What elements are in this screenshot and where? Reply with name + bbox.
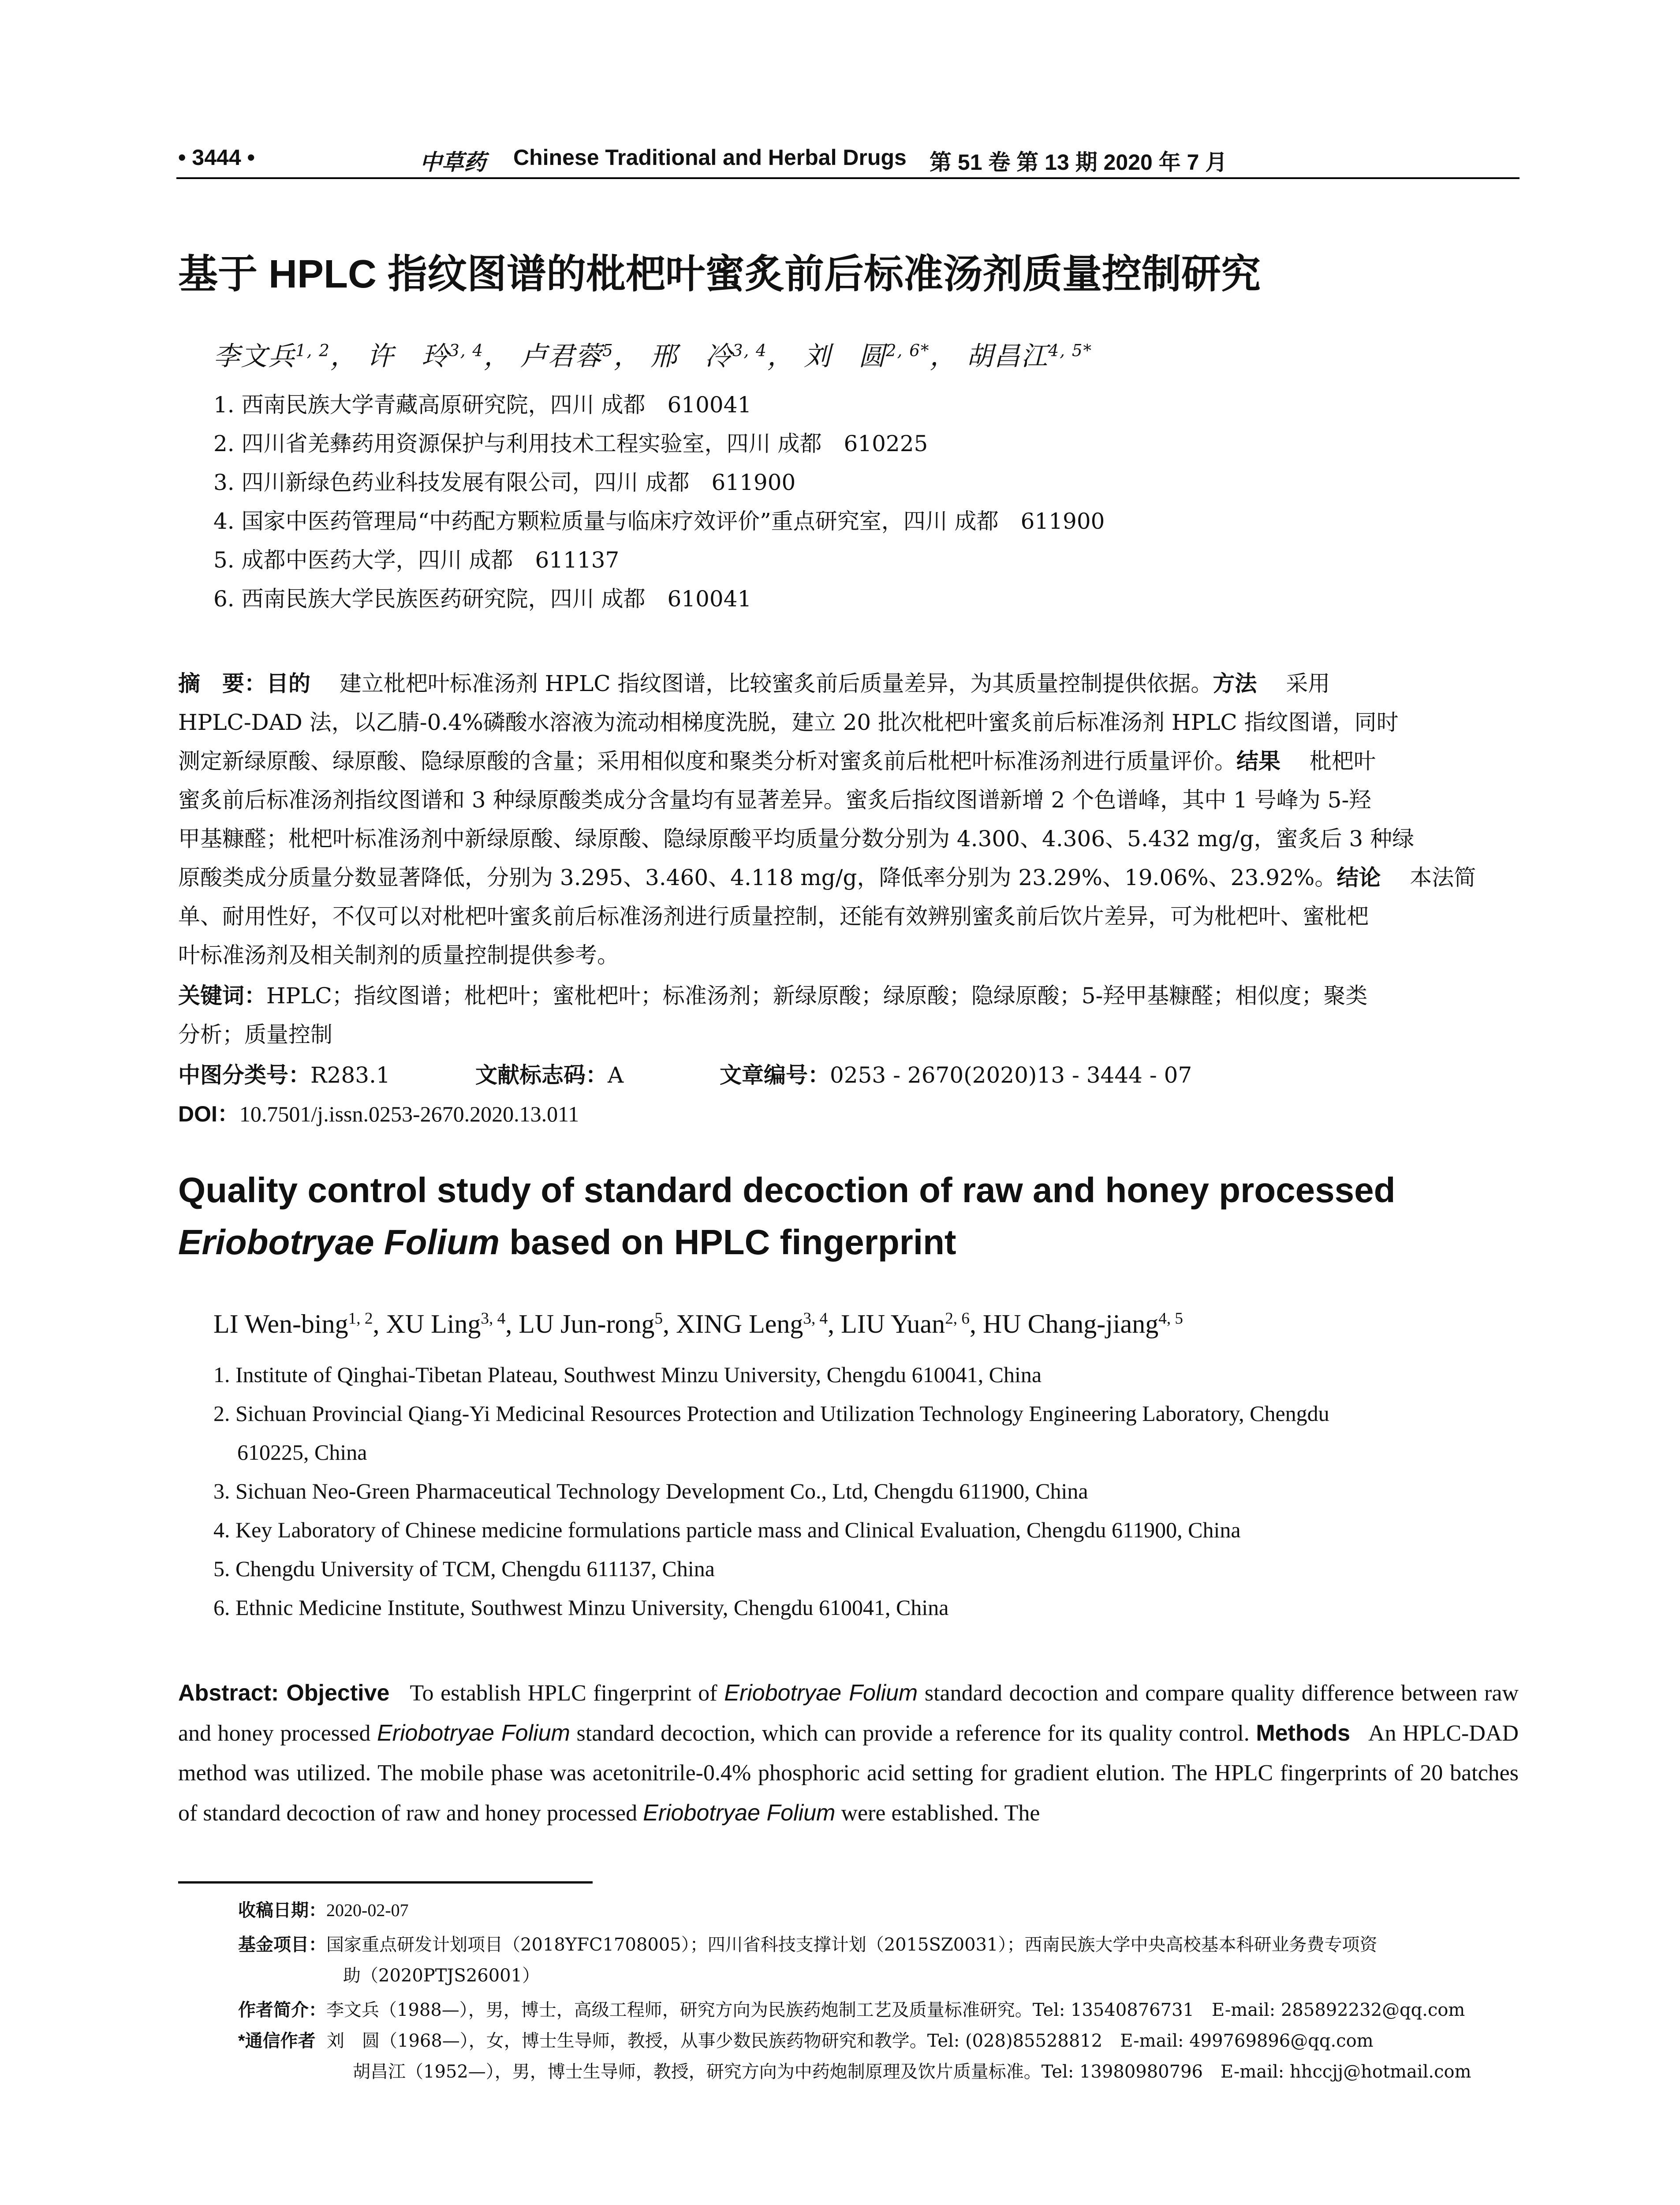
doi-label: DOI： [178,1102,239,1126]
en-abstract-label: Abstract: Objective [178,1680,390,1706]
en-author-sup: 5 [654,1309,663,1328]
cn-affiliation: 6. 西南民族大学民族医药研究院，四川 成都 610041 [213,586,752,612]
keywords-label: 关键词： [178,983,266,1008]
cn-abstract-text: HPLC-DAD 法，以乙腈-0.4%磷酸水溶液为流动相梯度洗脱，建立 20 批次枇杷叶蜜炙前后标准汤剂 HPLC 指纹图谱，同时 [178,710,1399,735]
journal-name-en: Chinese Traditional and Herbal Drugs [513,145,907,170]
clc-label: 中图分类号： [178,1063,310,1088]
cn-affiliation: 5. 成都中医药大学，四川 成都 611137 [213,547,620,573]
author-text: 李文兵（1988—），男，博士，高级工程师，研究方向为民族药炮制工艺及质量标准研究。Tel: 13540876731 E-mail: 285892232@qq.com [326,2000,1465,2020]
footnote-corresponding [238,2027,1374,2052]
en-italic-term: Eriobotryae Folium [643,1800,836,1826]
journal-name-cn: 中草药 [420,149,486,175]
cn-abstract-text: 建立枇杷叶标准汤剂 HPLC 指纹图谱，比较蜜炙前后质量差异，为其质量控制提供依据。 [339,671,1213,696]
en-author-sup: 1, 2 [348,1309,373,1328]
en-abstract-text: standard decoction and compare quality difference between raw and honey processed [178,1681,1519,1746]
header-rule [176,177,1519,179]
en-author-name: LI Wen-bing [213,1309,348,1338]
en-author-sup: 3, 4 [481,1309,506,1328]
en-abstract-text: An HPLC-DAD method was utilized. The mobile phase was acetonitrile-0.4% phosphoric acid setting for gradient elution. The HPLC fingerprints of 20 batches of standard decoction of raw and honey processed [178,1721,1519,1826]
cn-author-name: 许 玲 [367,341,449,372]
cn-abstract-text: 甲基糠醛；枇杷叶标准汤剂中新绿原酸、绿原酸、隐绿原酸平均质量分数分别为 4.300、4.306、5.432 mg/g，蜜炙后 3 种绿 [178,826,1415,852]
cn-author-name: 邢 冷 [650,341,732,372]
fund-text: 国家重点研发计划项目（2018YFC1708005）；四川省科技支撑计划（2015SZ0031）；西南民族大学中央高校基本科研业务费专项资 [326,1935,1378,1955]
received-date: 2020-02-07 [326,1900,409,1920]
en-affiliation: 4. Key Laboratory of Chinese medicine formulations particle mass and Clinical Evaluation, Chengdu 611900, China [213,1517,1241,1542]
footnote-fund [238,1931,1378,1956]
corresponding-text: 胡昌江（1952—），男，博士生导师，教授，研究方向为中药炮制原理及饮片质量标准。Tel: 13980980796 E-mail: hhccjj@hotmail.com [353,2062,1471,2082]
cn-affiliation: 1. 西南民族大学青藏高原研究院，四川 成都 610041 [213,392,752,418]
cn-abstract-text: 本法简 [1410,865,1476,890]
en-affiliation: 1. Institute of Qinghai-Tibetan Plateau, Southwest Minzu University, Chengdu 610041, China [213,1362,1042,1387]
cn-abstract-text: 蜜炙前后标准汤剂指纹图谱和 3 种绿原酸类成分含量均有显著差异。蜜炙后指纹图谱新增 2 个色谱峰，其中 1 号峰为 5-羟 [178,787,1371,813]
en-author-name: XU Ling [386,1309,481,1338]
cn-affiliation: 3. 四川新绿色药业科技发展有限公司，四川 成都 611900 [213,470,796,495]
cn-author-name: 卢君蓉 [520,341,603,372]
en-title-rest: based on HPLC fingerprint [499,1222,956,1262]
cn-abstract-text: 枇杷叶 [1309,748,1376,774]
cn-author-name: 胡昌江 [966,341,1049,372]
en-italic-term: Eriobotryae Folium [724,1680,918,1706]
cn-author-sup: 3, 4 [449,340,484,360]
en-abstract-text: To establish HPLC fingerprint of [410,1681,717,1706]
doc-code [475,1058,623,1089]
classification-row [178,1058,390,1089]
en-authors: LI Wen-bing$^{1, 2}$, XU Ling$^{3, 4}$, LU Jun-rong$^5$, XING Leng$^{3, 4}$, LIU Yuan$^{2, 6}$, HU Chang-jiang$^{4, 5}$ [213,1309,1183,1338]
cn-author-name: 刘 圆 [803,341,886,372]
cn-affiliation: 4. 国家中医药管理局“中药配方颗粒质量与临床疗效评价”重点研究室，四川 成都 611900 [213,508,1105,534]
doi-value: 10.7501/j.issn.0253-2670.2020.13.011 [239,1102,579,1126]
keywords-text: HPLC；指纹图谱；枇杷叶；蜜枇杷叶；标准汤剂；新绿原酸；绿原酸；隐绿原酸；5-羟甲基糠醛；相似度；聚类 [266,983,1368,1009]
keywords-text: 分析；质量控制 [178,1022,332,1047]
cn-author-name: 李文兵 [213,341,295,372]
cn-affiliation: 2. 四川省羌彝药用资源保护与利用技术工程实验室，四川 成都 610225 [213,431,928,456]
en-title-italic: Eriobotryae Folium [178,1222,500,1262]
cn-author-sup: 2, 6* [885,340,930,360]
doi [178,1096,579,1128]
cn-title: 基于 HPLC 指纹图谱的枇杷叶蜜炙前后标准汤剂质量控制研究 [178,252,1261,296]
keywords [178,978,1367,1010]
en-title [178,1164,1395,1268]
cn-abstract-line [178,744,1376,775]
cn-abstract-text: 采用 [1286,671,1330,696]
cn-abstract-line [178,860,1476,892]
en-affiliation: 2. Sichuan Provincial Qiang-Yi Medicinal Resources Protection and Utilization Technology Engineering Laboratory, Chengdu [213,1401,1329,1426]
en-author-sup: 4, 5 [1158,1309,1183,1328]
fund-text: 助（2020PTJS26001） [343,1966,540,1986]
en-author-name: LIU Yuan [841,1309,945,1338]
footnote-author [238,1996,1465,2021]
article-value: 0253 - 2670(2020)13 - 3444 - 07 [830,1062,1192,1088]
article-number [720,1058,1192,1089]
cn-conclusion-label: 结论 [1337,865,1381,890]
doc-label: 文献标志码： [475,1063,608,1088]
en-author-name: LU Jun-rong [519,1309,655,1338]
cn-abstract-text: 单、耐用性好，不仅可以对枇杷叶蜜炙前后标准汤剂进行质量控制，还能有效辨别蜜炙前后饮片差异，可为枇杷叶、蜜枇杷 [178,904,1369,929]
cn-author-sup: 5 [602,340,614,360]
en-affiliation: 3. Sichuan Neo-Green Pharmaceutical Technology Development Co., Ltd, Chengdu 611900, China [213,1479,1088,1503]
en-author-name: HU Chang-jiang [982,1309,1159,1338]
corresponding-text: 刘 圆（1968—），女，博士生导师，教授，从事少数民族药物研究和教学。Tel: (028)85528812 E-mail: 499769896@qq.com [327,2031,1374,2051]
cn-results-label: 结果 [1236,749,1281,774]
cn-authors: 李文兵$^{1, 2}$， 许 玲$^{3, 4}$， 卢君蓉$^5$， 邢 冷$^{3, 4}$， 刘 圆$^{2, 6*}$， 胡昌江$^{4, 5*}$ [213,340,1093,372]
footnote-rule [178,1881,593,1884]
en-methods-label: Methods [1256,1720,1351,1746]
footnote-received [238,1896,409,1921]
en-abstract-text: standard decoction, which can provide a reference for its quality control. [576,1721,1250,1746]
journal-issue: 第 51 卷 第 13 期 2020 年 7 月 [930,150,1228,175]
doc-value: A [608,1062,624,1088]
article-label: 文章编号： [720,1063,830,1088]
en-abstract-paragraph [178,1673,1519,1833]
received-label: 收稿日期： [238,1901,326,1920]
en-abstract [178,1673,1519,1833]
en-author-sup: 2, 6 [945,1309,970,1328]
en-title-line: Quality control study of standard decoction of raw and honey processed [178,1170,1396,1210]
cn-abstract-text: 原酸类成分质量分数显著降低，分别为 3.295、3.460、4.118 mg/g，降低率分别为 23.29%、19.06%、23.92%。 [178,865,1337,890]
corresponding-label: *通信作者 [238,2031,316,2051]
cn-author-sup: 4, 5* [1048,340,1093,360]
en-affiliation: 6. Ethnic Medicine Institute, Southwest Minzu University, Chengdu 610041, China [213,1595,949,1620]
cn-objective-label: 目的 [266,671,310,696]
en-italic-term: Eriobotryae Folium [377,1720,570,1746]
cn-abstract-text: 测定新绿原酸、绿原酸、隐绿原酸的含量；采用相似度和聚类分析对蜜炙前后枇杷叶标准汤剂进行质量评价。 [178,748,1236,774]
en-affiliation: 5. Chengdu University of TCM, Chengdu 611137, China [213,1556,715,1581]
en-title-line [178,1216,1395,1268]
running-header [178,140,1519,176]
en-affiliation: 610225, China [237,1440,367,1465]
en-abstract-text: were established. The [841,1801,1040,1826]
cn-abstract-line [178,666,1330,698]
en-author-sup: 3, 4 [803,1309,828,1328]
author-label: 作者简介： [238,2000,326,2020]
cn-methods-label: 方法 [1213,671,1257,696]
en-author-name: XING Leng [676,1309,803,1338]
cn-author-sup: 1, 2 [295,340,330,360]
page-number: • 3444 • [178,145,255,170]
cn-author-sup: 3, 4 [732,340,767,360]
clc-value: R283.1 [310,1062,390,1088]
cn-abstract-text: 叶标准汤剂及相关制剂的质量控制提供参考。 [178,942,619,968]
fund-label: 基金项目： [238,1935,326,1955]
cn-abstract-label: 摘 要： [178,671,266,696]
